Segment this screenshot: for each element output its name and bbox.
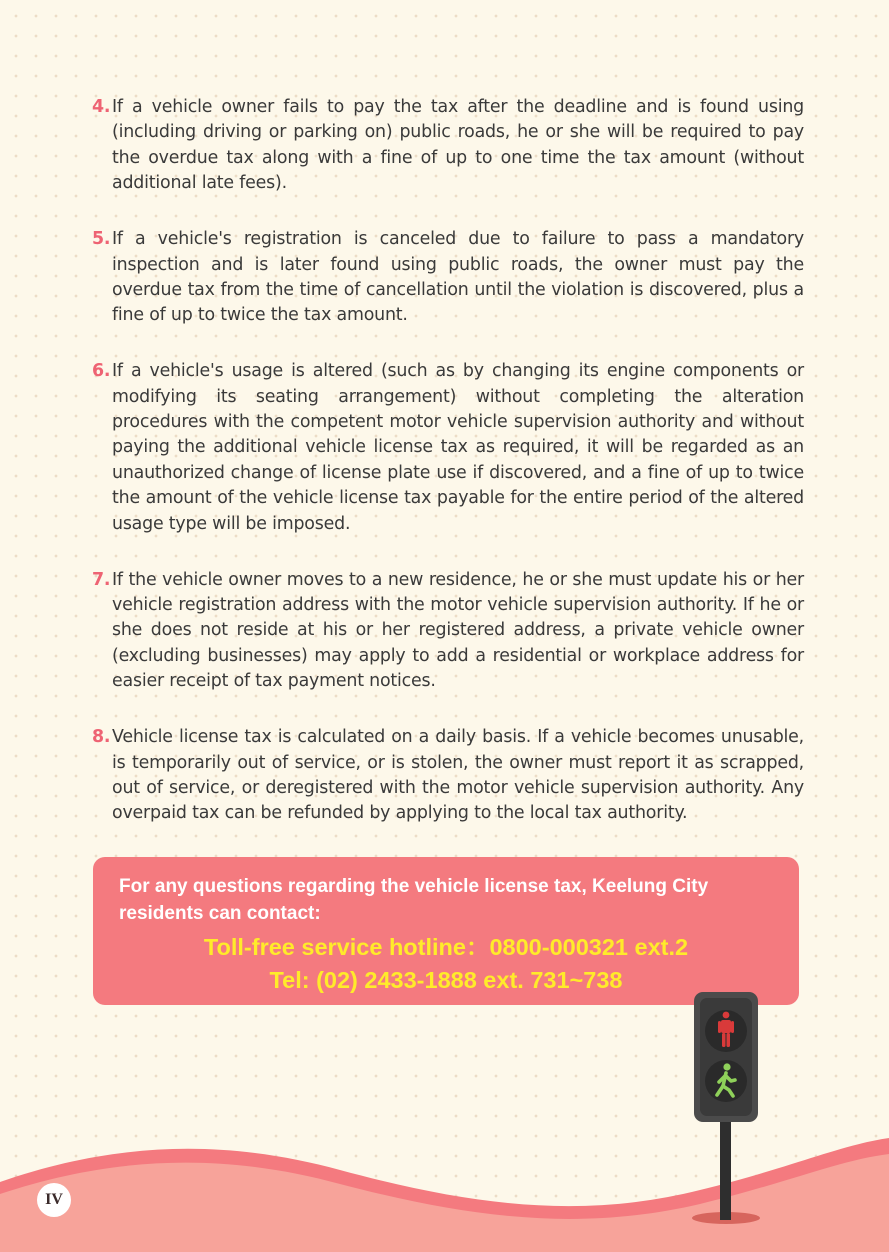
contact-box (93, 857, 799, 1005)
item-number: 6. (92, 361, 111, 382)
hotline-text: Toll-free service hotline：0800-000321 ext.2 (203, 934, 689, 960)
item-text: If a vehicle owner fails to pay the tax after the deadline and is found using (including driving or parking on) public roads, he or she will be required to pay the overdue tax along with a fine of up to one time the tax amount (without additional late fees). (112, 97, 804, 194)
page-number-badge: IV (37, 1183, 71, 1217)
list-item-7 (92, 568, 804, 695)
telephone-text: Tel: (02) 2433-1888 ext. 731~738 (269, 967, 623, 993)
list-item-6 (92, 359, 804, 537)
item-text: If a vehicle's registration is canceled due to failure to pass a mandatory inspection and is later found using public roads, the owner must pay the overdue tax from the time of cancellation until the violation is discovered, plus a fine of up to twice the tax amount. (112, 229, 804, 326)
item-text: Vehicle license tax is calculated on a daily basis. If a vehicle becomes unusable, is temporarily out of service, or is stolen, the owner must report it as scrapped, out of service, or deregistered with the motor vehicle supervision authority. Any overpaid tax can be refunded by applying to the local tax authority. (112, 727, 804, 824)
item-number: 8. (92, 727, 111, 748)
numbered-list (92, 95, 804, 857)
item-number: 5. (92, 229, 111, 250)
pedestrian-traffic-light-icon (680, 990, 780, 1230)
list-item-4 (92, 95, 804, 197)
item-number: 7. (92, 569, 111, 590)
item-text: If the vehicle owner moves to a new residence, he or she must update his or her vehicle registration address with the motor vehicle supervision authority. If he or she does not reside at his or her registered address, a private vehicle owner (excluding businesses) may apply to add a residential or workplace address for easier receipt of tax payment notices. (112, 569, 804, 692)
item-number: 4. (92, 97, 111, 117)
item-text: If a vehicle's usage is altered (such as by changing its engine components or modifying its seating arrangement) without completing the alteration procedures with the competent motor vehicle supervision authority and without paying the additional vehicle license tax as required, it will be regarded as an unauthorized change of license plate use if discovered, and a fine of up to twice the amount of the vehicle license tax payable for the entire period of the altered usage type will be imposed. (112, 361, 804, 534)
list-item-5 (92, 227, 804, 329)
list-item-8 (92, 725, 804, 827)
contact-intro: For any questions regarding the vehicle license tax, Keelung City residents can contact: (119, 876, 709, 924)
